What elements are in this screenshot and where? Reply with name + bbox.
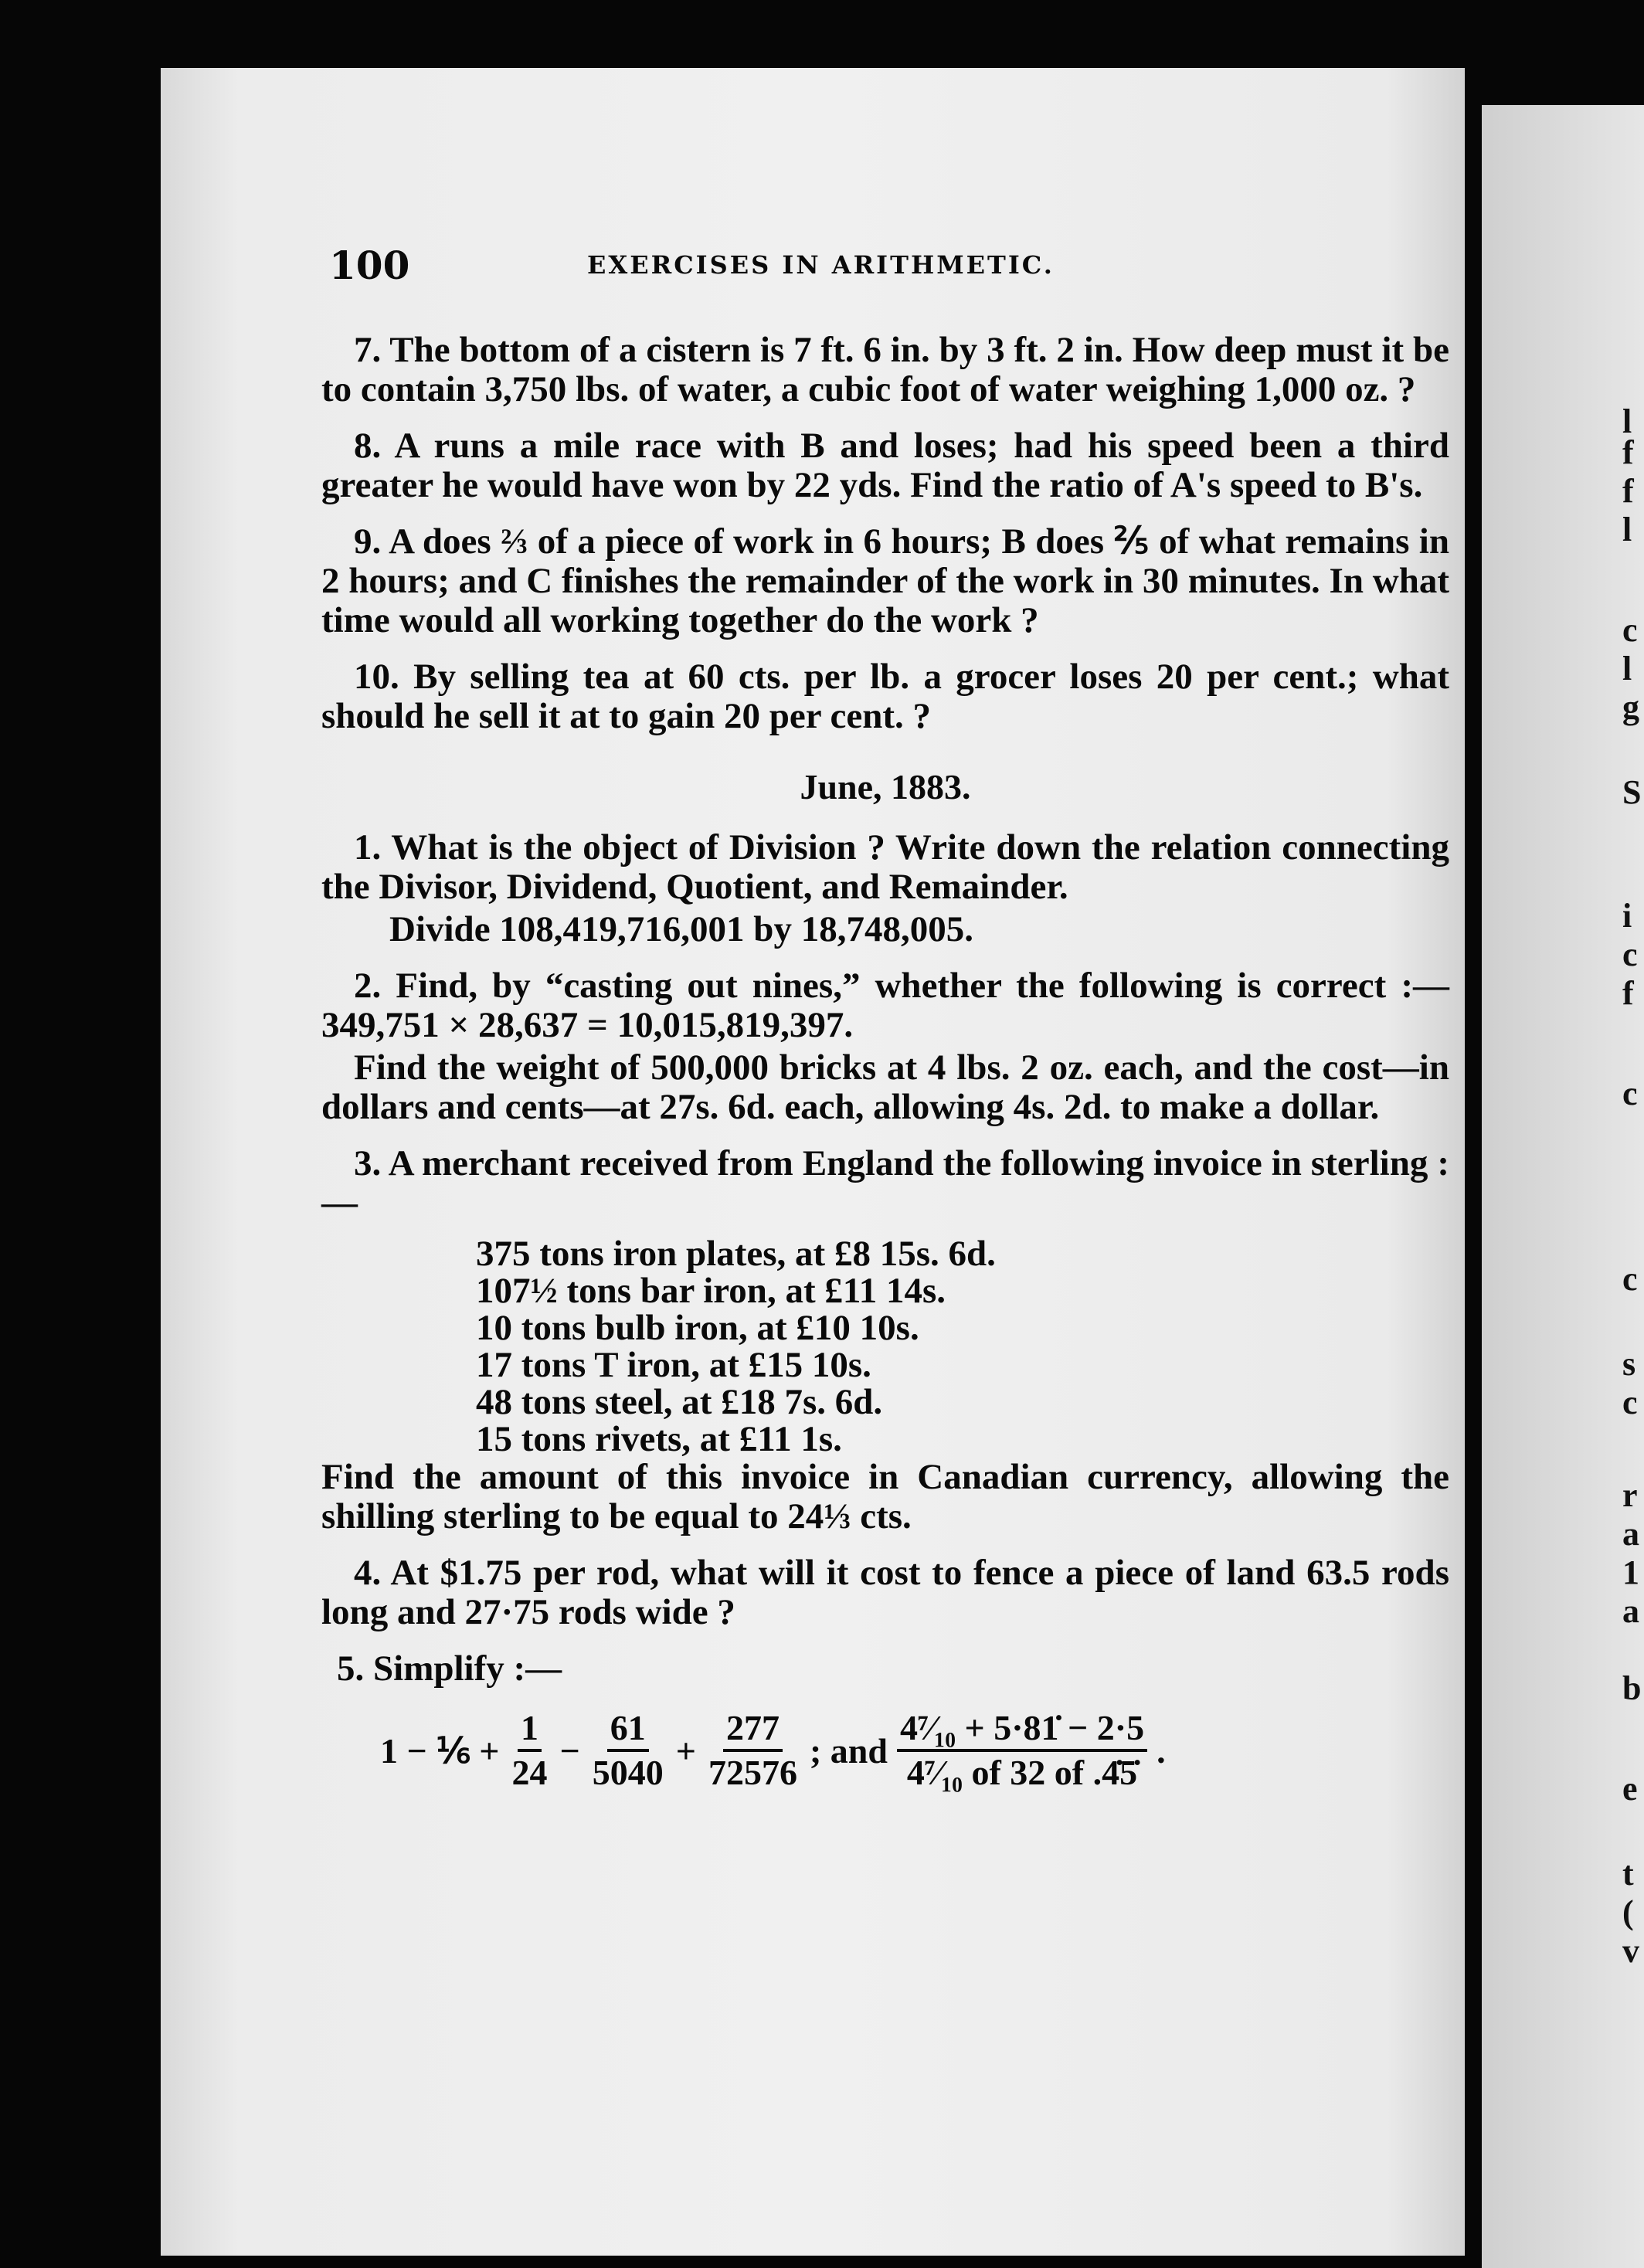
margin-letter: f [1622,472,1634,510]
margin-letter: c [1622,1384,1638,1421]
question-4: 4. At $1.75 per rod, what will it cost to fence a piece of land 63.5 rods long and 27·75 rods wide ? [321,1553,1449,1632]
fraction-numerator: 277 [723,1707,783,1752]
margin-letter: t [1622,1855,1634,1893]
exercise-9: 9. A does ⅔ of a piece of work in 6 hours; B does ⅖ of what remains in 2 hours; and C finishes the remainder of the work in 30 minutes. In what time would all working together do the work ? [321,521,1449,640]
simplify-formula [375,1707,1449,1794]
question-2-bricks: Find the weight of 500,000 bricks at 4 lbs. 2 oz. each, and the cost—in dollars and cents—at 27s. 6d. each, allowing 4s. 2d. to make a dollar. [321,1047,1449,1127]
margin-letter: c [1622,935,1638,973]
fraction-denominator: 4⁷⁄₁₀ of 32 of .4̇5̇ [906,1753,1138,1792]
margin-letter: c [1622,1260,1638,1298]
section-heading: June, 1883. [800,767,971,806]
margin-letter: S [1622,773,1642,811]
invoice-line: 375 tons iron plates, at £8 15s. 6d. [476,1234,996,1274]
book-page [161,68,1465,2256]
margin-letter: f [1622,433,1634,471]
margin-letter: c [1622,611,1638,649]
margin-letter: i [1622,897,1632,935]
question-2: 2. Find, by “casting out nines,” whether the following is correct :—349,751 × 28,637 = 10,015,819,397. [321,966,1449,1045]
invoice-line: 48 tons steel, at £18 7s. 6d. [476,1382,883,1422]
fraction-denominator: 72576 [708,1753,797,1792]
margin-letter: 1 [1622,1553,1639,1591]
fraction-numerator: 1 [518,1707,542,1752]
question-5: 5. Simplify :— [337,1648,562,1689]
invoice-list [476,1235,1449,1458]
exercise-8: 8. A runs a mile race with B and loses; had his speed been a third greater he would have won by 22 yds. Find the ratio of A's speed to B's. [321,426,1449,505]
fraction-denominator: 5040 [592,1753,664,1792]
margin-letter: a [1622,1515,1639,1553]
margin-letter: b [1622,1669,1642,1707]
facing-page [1482,105,1644,2268]
formula-lead: 1 − ⅙ + [380,1730,500,1771]
margin-letter: r [1622,1476,1638,1514]
fraction-numerator: 61 [607,1707,649,1752]
invoice-line: 107½ tons bar iron, at £11 14s. [476,1271,946,1311]
formula-end: . [1157,1730,1166,1771]
margin-letter: l [1622,650,1632,688]
margin-letter: g [1622,688,1639,726]
fraction-2 [589,1707,667,1794]
exercise-10: 10. By selling tea at 60 cts. per lb. a grocer loses 20 per cent.; what should he sell it at to gain 20 per cent. ? [321,657,1449,736]
fraction-4 [897,1707,1147,1794]
question-3: 3. A merchant received from England the following invoice in sterling :— [321,1143,1449,1223]
margin-letter: l [1622,402,1632,440]
formula-plus: + [675,1730,696,1771]
page-number: 100 [329,243,410,288]
question-1-divide: Divide 108,419,716,001 by 18,748,005. [389,909,973,949]
margin-letter: v [1622,1932,1639,1970]
fraction-3 [705,1707,800,1794]
margin-letter: s [1622,1345,1636,1383]
facing-page-margin-letters [1622,0,1644,2268]
formula-and: ; and [809,1730,888,1771]
fraction-denominator: 24 [511,1753,548,1792]
fraction-1 [509,1707,551,1794]
invoice-line: 10 tons bulb iron, at £10 10s. [476,1308,919,1348]
formula-minus: − [559,1730,580,1771]
margin-letter: f [1622,974,1634,1012]
margin-letter: c [1622,1075,1638,1112]
margin-letter: a [1622,1592,1639,1630]
question-3-find: Find the amount of this invoice in Canadian currency, allowing the shilling sterling to be equal to 24⅓ cts. [321,1457,1449,1536]
margin-letter: e [1622,1770,1638,1808]
margin-letter: l [1622,511,1632,548]
invoice-line: 15 tons rivets, at £11 1s. [476,1419,842,1459]
running-head: EXERCISES IN ARITHMETIC. [587,250,1055,280]
fraction-numerator: 4⁷⁄₁₀ + 5·81̇ − 2·5 [897,1707,1147,1752]
question-1: 1. What is the object of Division ? Write down the relation connecting the Divisor, Dividend, Quotient, and Remainder. [321,827,1449,907]
invoice-line: 17 tons T iron, at £15 10s. [476,1345,871,1385]
margin-letter: ( [1622,1893,1634,1931]
page-body [321,331,1449,1794]
exercise-7: 7. The bottom of a cistern is 7 ft. 6 in. by 3 ft. 2 in. How deep must it be to contain 3,750 lbs. of water, a cubic foot of water weighing 1,000 oz. ? [321,330,1449,409]
